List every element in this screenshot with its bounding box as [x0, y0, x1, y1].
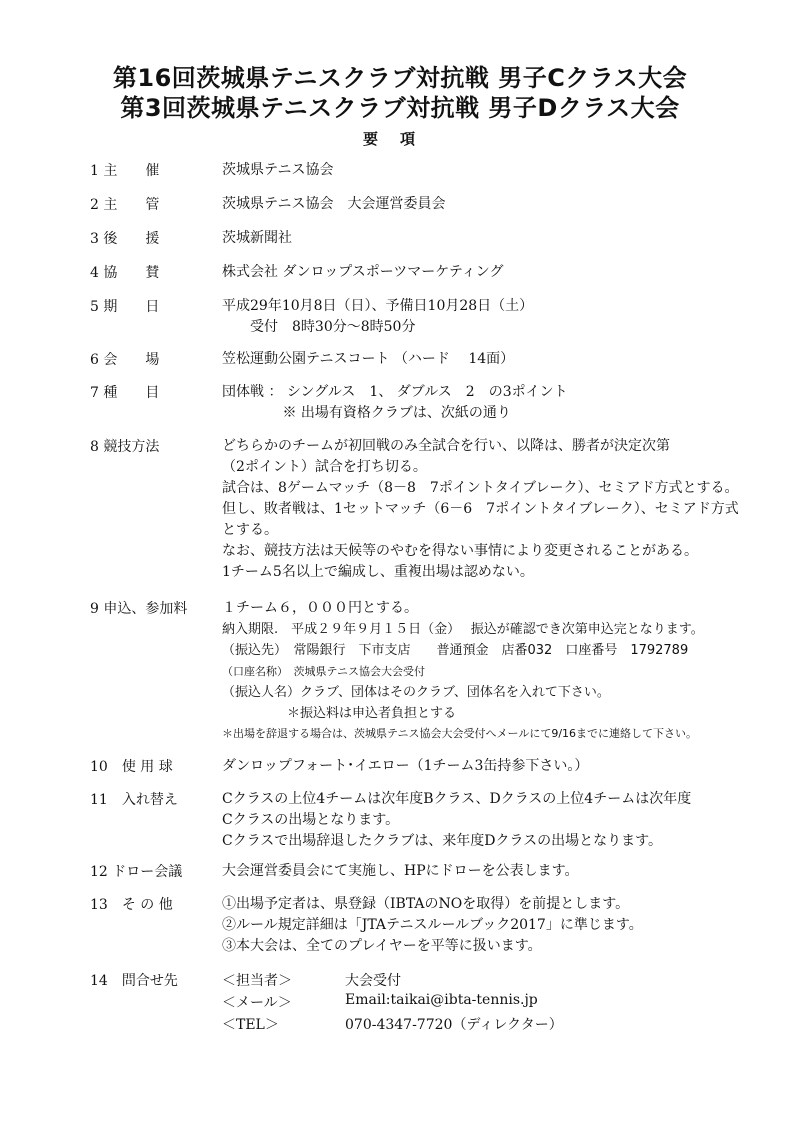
item-label: 13 そ の 他 — [90, 897, 173, 913]
item-label: 5 期 日 — [90, 299, 160, 315]
item-label: 11 入れ替え — [90, 792, 178, 808]
item-text: 平成29年10月8日（日）、予備日10月28日（土） 受付 8時30分～8時50分 — [222, 298, 534, 335]
item-label: 6 会 場 — [90, 352, 160, 368]
item-text: Cクラスの上位4チームは次年度Bクラス、Dクラスの上位4チームは次年度 Cクラスの出場となります。 Cクラスで出場辞退したクラブは、来年度Dクラスの出場となります。 — [222, 791, 692, 849]
item-label: 8 競技方法 — [90, 439, 160, 455]
section-heading: 要項 — [362, 130, 437, 148]
item-text: 茨城県テニス協会 大会運営委員会 — [222, 196, 446, 212]
document-title-line-1: 第16回茨城県テニスクラブ対抗戦 男子Cクラス大会 — [112, 64, 688, 92]
item-text: 株式会社 ダンロップスポーツマーケティング — [222, 264, 504, 280]
item-text: 大会運営委員会にて実施し、HPにドローを公表します。 — [222, 863, 579, 879]
contact-tel-key: ＜TEL＞ — [222, 1017, 279, 1033]
item-label: 9 申込、参加料 — [90, 601, 188, 617]
item-text: ダンロップフォート･イエロー（1チーム3缶持参下さい。） — [222, 758, 589, 774]
contact-person-value: 大会受付 — [345, 973, 401, 989]
contact-email-key: ＜メール＞ — [222, 995, 292, 1011]
item-label: 1 主 催 — [90, 163, 160, 179]
item-text: どちらかのチームが初回戦のみ全試合を行い、以降は、勝者が決定次第 （2ポイント）試合を打ち切る。 試合は、8ゲームマッチ（8－8 7ポイントタイブレーク）、セミアド方式とする。 但し、敗者戦は、1セットマッチ（6－6 7ポイントタイブレーク）、セミアド方式 とする。 なお、競技方法は天候等のやむを得ない事情により変更されることがある。 1チーム5名以上で編成し、重複出場は認めない。 — [222, 438, 739, 580]
item-label: 2 主 管 — [90, 197, 160, 213]
item-label: 12 ドロー会議 — [90, 864, 183, 880]
item-label: 3 後 援 — [90, 231, 160, 247]
item-text: 茨城県テニス協会 — [222, 162, 334, 178]
item-text: 笠松運動公園テニスコート （ハード 14面） — [222, 351, 515, 367]
item-label: 7 種 目 — [90, 385, 160, 401]
contact-email-value: Email:taikai@ibta-tennis.jp — [345, 992, 538, 1008]
item-text: ①出場予定者は、県登録（IBTAのNOを取得）を前提とします。 ②ルール規定詳細は「JTAテニスルールブック2017」に準じます。 ③本大会は、全てのプレイヤーを平等に扱います。 — [222, 896, 643, 954]
item-label: 10 使 用 球 — [90, 759, 173, 775]
item-text: 団体戦 ： シングルス 1、 ダブルス 2 の3ポイント ※ 出場有資格クラブは、次紙の通り — [222, 384, 568, 421]
contact-tel-value: 070-4347-7720（ディレクター） — [345, 1017, 563, 1033]
item-text: 茨城新聞社 — [222, 230, 292, 246]
item-text: １チーム６，０００円とする。 納入期限. 平成２９年９月１５日（金） 振込が確認でき次第申込完となります。 （振込先） 常陽銀行 下市支店 普通預金 店番032 口座番号 1792789 （口座名称） 茨城県テニス協会大会受付 （振込人名）クラブ、団体はそのクラブ、団体名を入れて下さい。 ＊振込料は申込者負担とする ＊出場を辞退する場合は、茨城県テニス協会大会受付へメールにて9/16までに連絡して下さい。 — [222, 600, 704, 740]
document-title-line-2: 第3回茨城県テニスクラブ対抗戦 男子Dクラス大会 — [120, 94, 680, 122]
contact-person-key: ＜担当者＞ — [222, 973, 292, 989]
item-label: 14 問合せ先 — [90, 973, 178, 989]
item-label: 4 協 賛 — [90, 265, 160, 281]
